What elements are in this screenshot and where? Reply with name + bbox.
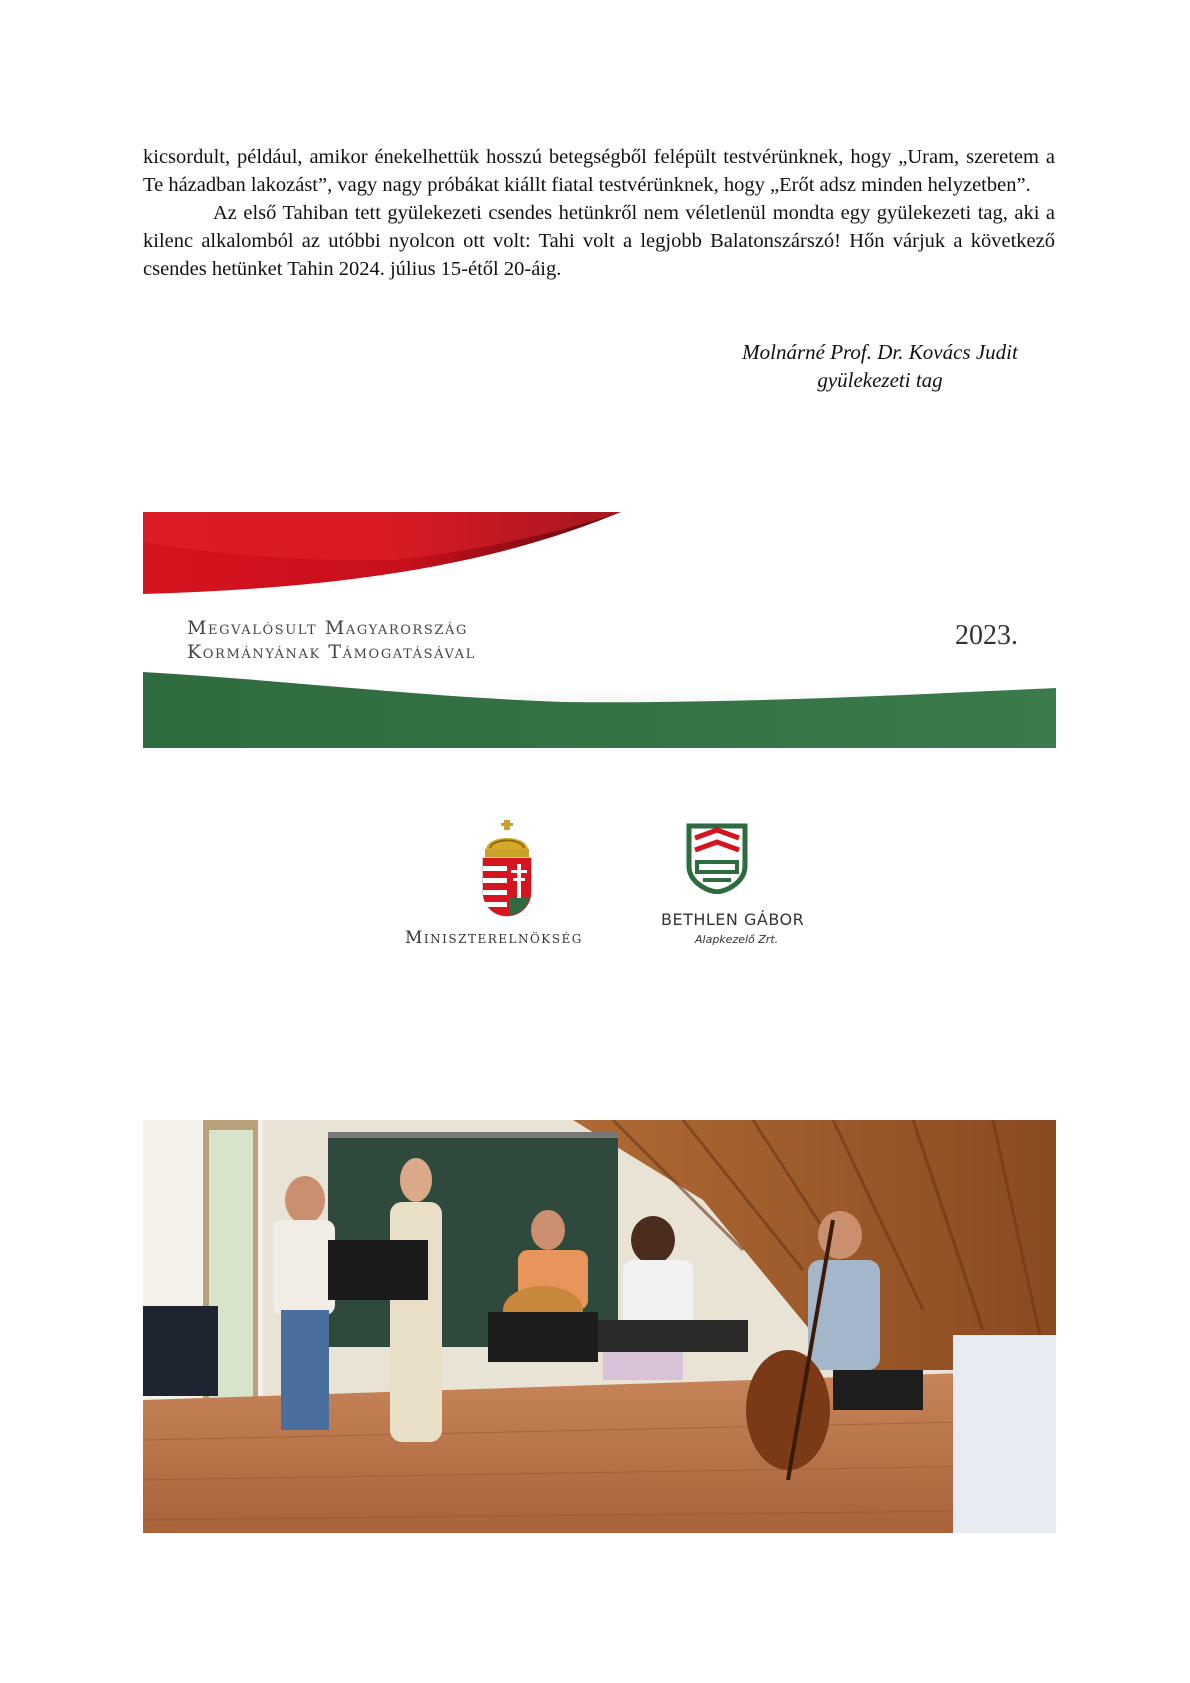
signature-name: Molnárné Prof. Dr. Kovács Judit: [742, 340, 1018, 364]
coat-of-arms-icon: [480, 820, 534, 918]
paragraph: Az első Tahiban tett gyülekezeti csendes hetünkről nem véletlenül mondta egy gyülekezeti tag, aki a kilenc alkalomból az utóbbi nyolcon ott volt: Tahi volt a legjobb Balatonszárszó! Hőn várjuk a következő csendes hetünket Tahin 2024. július 15-étől 20-áig.: [143, 202, 1055, 280]
government-support-banner: [143, 512, 1056, 748]
banner-line-1: Megvalósult Magyarország: [187, 617, 468, 639]
shield-icon: [685, 822, 749, 894]
bethlen-gabor-logo: [655, 820, 815, 960]
photo-music-group: [143, 1120, 1056, 1533]
ministry-label: Miniszterelnökség: [405, 928, 583, 948]
article-text: [143, 143, 1055, 283]
fund-name: BETHLEN GÁBOR: [661, 910, 805, 929]
banner-year: 2023.: [955, 620, 1018, 651]
ministry-logo: [395, 820, 615, 960]
signature-role: gyülekezeti tag: [817, 368, 943, 392]
banner-line-2: Kormányának Támogatásával: [187, 641, 476, 663]
banner-title: [187, 616, 476, 664]
music-group-photo-image: [143, 1120, 1056, 1533]
fund-subtitle: Alapkezelő Zrt.: [695, 933, 779, 946]
sponsor-logos: [395, 820, 815, 960]
signature: [690, 338, 1070, 394]
paragraph: kicsordult, például, amikor énekelhettük hosszú betegségből felépült testvérünknek, hogy „Uram, szeretem a Te házadban lakozást”, vagy nagy próbákat kiállt fiatal testvérünknek, hogy „Erőt adsz minden helyzetben”.: [143, 146, 1055, 196]
